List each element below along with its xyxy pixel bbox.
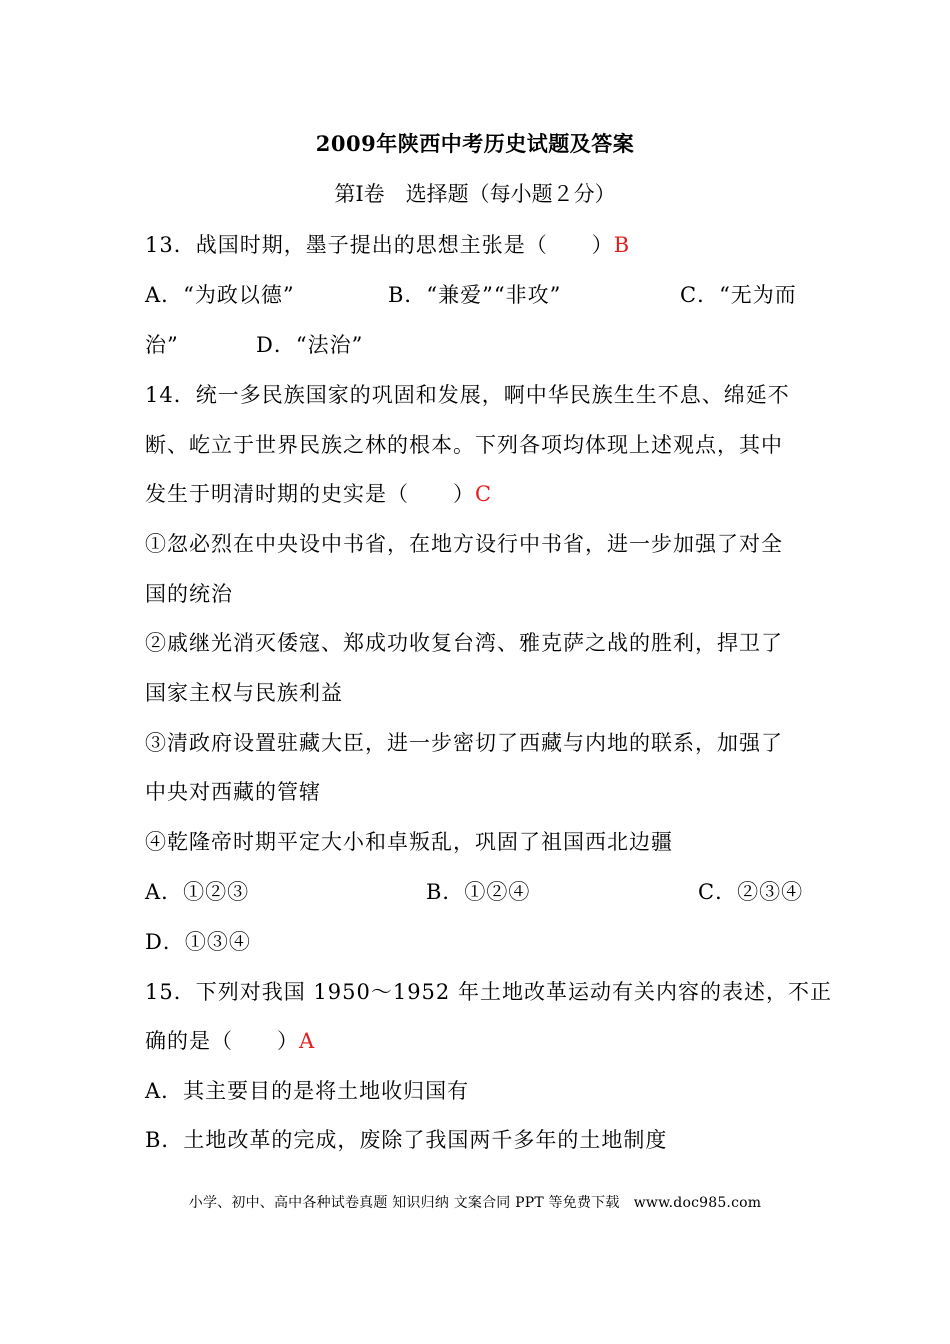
question-15-answer: A xyxy=(299,1029,316,1053)
question-14-line-1: 14．统一多民族国家的巩固和发展，啊中华民族生生不息、绵延不 xyxy=(145,383,790,407)
question-14-item-4: ④乾隆帝时期平定大小和卓叛乱，巩固了祖国西北边疆 xyxy=(145,830,673,854)
question-14-text: 发生于明清时期的史实是（ ） xyxy=(145,482,475,506)
question-13-stem xyxy=(145,229,630,259)
question-15-line-2 xyxy=(145,1025,315,1055)
question-14-item-1-cont: 国的统治 xyxy=(145,582,233,606)
question-13-option-d: D．“法治” xyxy=(256,333,364,357)
question-15-option-b: B．土地改革的完成，废除了我国两千多年的土地制度 xyxy=(145,1128,668,1152)
question-13-option-a: A．“为政以德” xyxy=(145,283,295,307)
question-14-option-b: B．①②④ xyxy=(426,880,531,904)
document-title: 2009年陕西中考历史试题及答案 xyxy=(315,131,635,156)
section-heading: 第Ⅰ卷 选择题（每小题２分） xyxy=(334,182,616,206)
question-15-option-a: A．其主要目的是将土地收归国有 xyxy=(145,1079,470,1103)
page-footer: 小学、初中、高中各种试卷真题 知识归纳 文案合同 PPT 等免费下载 www.doc985.com xyxy=(188,1195,762,1211)
question-14-line-3 xyxy=(145,478,492,508)
question-15-line-1: 15．下列对我国 1950～1952 年土地改革运动有关内容的表述，不正 xyxy=(145,980,832,1004)
question-14-option-d: D．①③④ xyxy=(145,930,251,954)
question-13-answer: B xyxy=(613,233,631,257)
question-13-text: 13．战国时期，墨子提出的思想主张是（ ） xyxy=(145,233,614,257)
question-14-item-2: ②戚继光消灭倭寇、郑成功收复台湾、雅克萨之战的胜利，捍卫了 xyxy=(145,631,783,655)
question-14-option-c: C．②③④ xyxy=(698,880,804,904)
question-14-item-3-cont: 中央对西藏的管辖 xyxy=(145,780,321,804)
question-14-item-2-cont: 国家主权与民族利益 xyxy=(145,681,343,705)
question-15-text: 确的是（ ） xyxy=(145,1029,299,1053)
question-14-answer: C xyxy=(475,482,493,506)
question-14-item-3: ③清政府设置驻藏大臣，进一步密切了西藏与内地的联系，加强了 xyxy=(145,731,783,755)
question-13-option-c: C．“无为而 xyxy=(680,283,797,307)
question-14-item-1: ①忽必烈在中央设中书省，在地方设行中书省，进一步加强了对全 xyxy=(145,532,783,556)
question-14-option-a: A．①②③ xyxy=(145,880,250,904)
question-13-option-b: B．“兼爱”“非攻” xyxy=(388,283,562,307)
question-13-option-c-cont: 治” xyxy=(145,333,179,357)
question-14-line-2: 断、屹立于世界民族之林的根本。下列各项均体现上述观点，其中 xyxy=(145,433,783,457)
